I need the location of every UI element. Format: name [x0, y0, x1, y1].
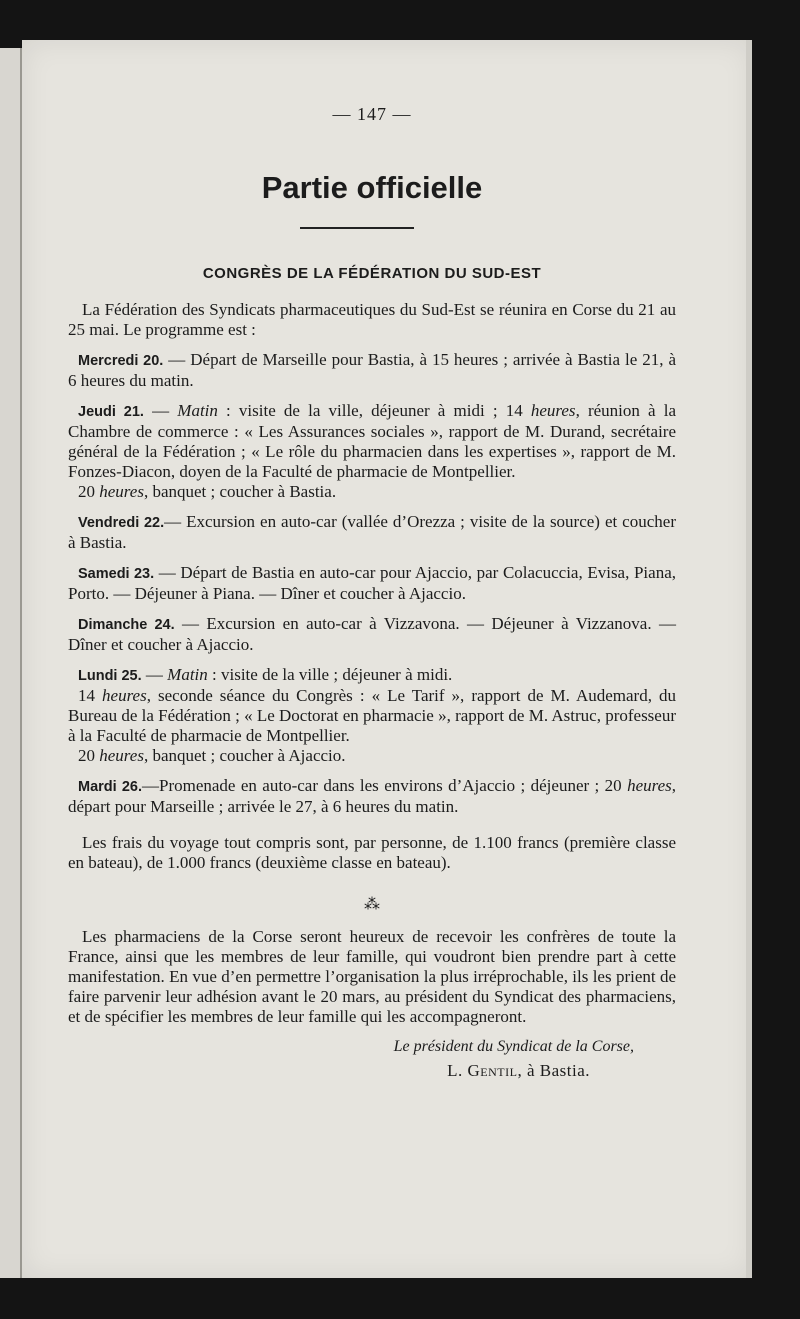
page-number: — 147 —: [332, 104, 412, 124]
program-day: [68, 512, 676, 553]
day-label: Vendredi 22.: [78, 515, 165, 531]
program-day: [68, 350, 676, 391]
signature-place: , à Bastia.: [517, 1061, 590, 1080]
time-number: 20: [78, 482, 100, 501]
day-text: —: [141, 665, 168, 684]
signature-surname: Gentil: [467, 1061, 518, 1080]
day-line: [68, 482, 676, 502]
title-rule: [300, 227, 414, 229]
line-text: , banquet ; coucher à Bastia.: [143, 482, 337, 501]
day-line: [68, 686, 676, 746]
day-text: , réunion à la Chambre de commerce : « Les Assurances sociales », rapport de M. Durand, secrétaire général de la Fédération ; « Le rôle du pharmacien dans les expertises », rapport de M. Fonzes-Diacon, doyen de la Faculté de pharmacie de Montpellier.: [68, 401, 677, 481]
costs-paragraph: Les frais du voyage tout compris sont, par personne, de 1.100 francs (première classe en bateau), de 1.000 francs (deuxième classe en bateau).: [68, 833, 676, 872]
line-text: , départ pour Marseille ; arrivée le 27, à 6 heures du matin.: [68, 776, 677, 816]
signature-name: [68, 1061, 590, 1081]
article-body: [68, 300, 676, 1081]
day-label: Mercredi 20.: [78, 353, 164, 369]
day-label: Jeudi 21.: [78, 404, 144, 420]
program-day: [68, 401, 676, 502]
day-text: — Départ de Bastia en auto-car pour Ajaccio, par Colacuccia, Evisa, Piana, Porto. — Déjeuner à Piana. — Dîner et coucher à Ajaccio.: [68, 563, 676, 603]
day-text: —: [143, 401, 178, 420]
day-line: [68, 746, 676, 766]
day-label: Samedi 23.: [78, 566, 155, 582]
day-text: : visite de la ville, déjeuner à midi ; 14: [217, 401, 531, 420]
time-word: heures: [99, 746, 144, 765]
day-italic: heures: [530, 401, 576, 420]
day-italic: Matin: [177, 401, 218, 420]
day-text: — Excursion en auto-car à Vizzavona. — Déjeuner à Vizzanova. — Dîner et coucher à Ajaccio.: [68, 614, 676, 654]
program-day: [68, 563, 676, 604]
document-page: [22, 40, 752, 1278]
day-text: — Départ de Marseille pour Bastia, à 15 heures ; arrivée à Bastia le 21, à 6 heures du matin.: [68, 350, 676, 390]
program-day: [68, 665, 676, 766]
time-word: heures: [102, 686, 147, 705]
program-day: [68, 614, 676, 655]
intro-paragraph: La Fédération des Syndicats pharmaceutiques du Sud-Est se réunira en Corse du 21 au 25 mai. Le programme est :: [68, 300, 676, 339]
adjacent-page-edge: [0, 48, 22, 1278]
day-italic: Matin: [167, 665, 208, 684]
page-title: Partie officielle: [261, 170, 483, 205]
program-day: [68, 776, 676, 817]
time-number: 20: [78, 746, 100, 765]
day-text: : visite de la ville ; déjeuner à midi.: [207, 665, 453, 684]
line-text: , banquet ; coucher à Ajaccio.: [143, 746, 346, 765]
time-number: 14: [78, 686, 103, 705]
day-label: Lundi 25.: [78, 668, 142, 684]
day-label: Dimanche 24.: [78, 617, 175, 633]
time-number: 20: [604, 776, 628, 795]
section-heading: CONGRÈS DE LA FÉDÉRATION DU SUD-EST: [202, 265, 542, 282]
signature-role: Le président du Syndicat de la Corse,: [393, 1038, 634, 1055]
time-word: heures: [99, 482, 144, 501]
day-label: Mardi 26.: [78, 779, 142, 795]
line-text: , seconde séance du Congrès : « Le Tarif », rapport de M. Audemard, du Bureau de la Fédération ; « Le Doctorat en pharmacie », rapport de M. Astruc, professeur à la Faculté de pharmacie de Montpellier.: [68, 686, 677, 745]
time-word: heures: [627, 776, 672, 795]
signature-initial: L.: [447, 1061, 468, 1080]
closing-paragraph: Les pharmaciens de la Corse seront heureux de recevoir les confrères de toute la France, ainsi que les membres de leur famille, qui voudront bien prendre part à cette manifestation. En vue d’en permettre l’organisation la plus irréprochable, ils les prient de faire parvenir leur adhésion avant le 20 mars, au président du Syndicat des pharmaciens, et de spécifier les membres de leur famille qui les accompagneront.: [68, 927, 676, 1026]
day-text: —Promenade en auto-car dans les environs d’Ajaccio ; déjeuner ;: [142, 776, 605, 795]
day-text: — Excursion en auto-car (vallée d’Orezza ; visite de la source) et coucher à Bastia.: [68, 512, 676, 552]
asterism: ⁂: [364, 896, 380, 913]
